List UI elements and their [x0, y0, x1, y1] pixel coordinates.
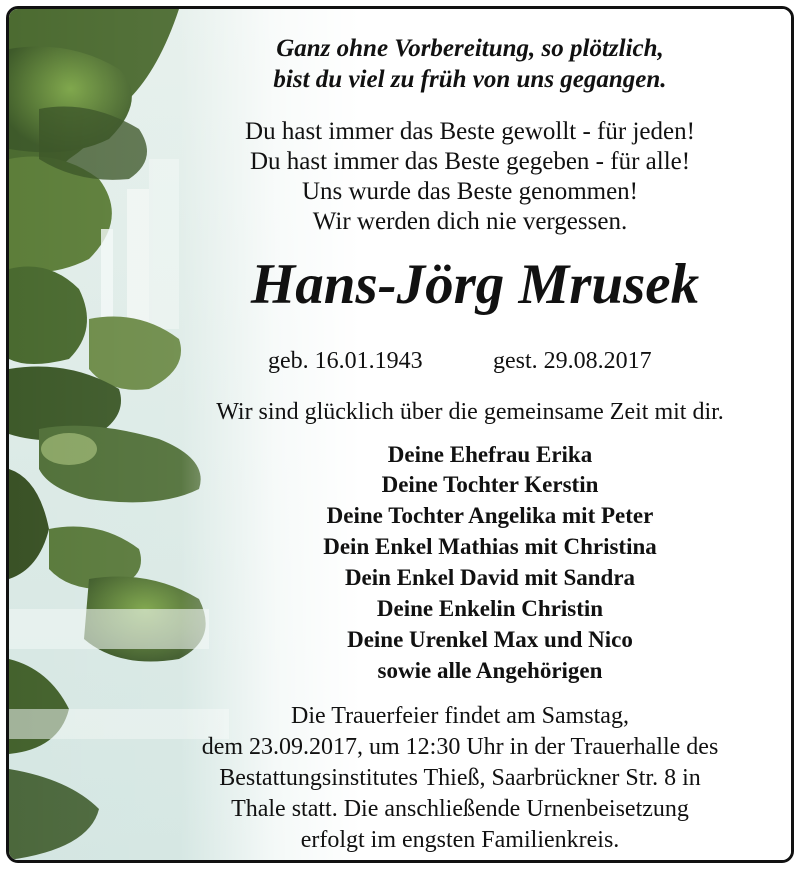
family-member: sowie alle Angehörigen: [377, 658, 603, 683]
family-member: Deine Enkelin Christin: [376, 596, 604, 621]
family-member: Dein Enkel David mit Sandra: [344, 565, 636, 590]
ceremony-line: Die Trauerfeier findet am Samstag,: [291, 703, 629, 729]
family-member: Deine Urenkel Max und Nico: [347, 627, 633, 652]
ceremony-line: erfolgt im engsten Familienkreis.: [300, 827, 620, 853]
death-date: gest. 29.08.2017: [493, 348, 652, 374]
family-member: Deine Tochter Angelika mit Peter: [326, 503, 654, 528]
intro-line: bist du viel zu früh von uns gegangen.: [273, 66, 667, 93]
family-member: Dein Enkel Mathias mit Christina: [323, 534, 657, 559]
family-member: Deine Tochter Kerstin: [381, 472, 599, 497]
verse-line: Uns wurde das Beste genommen!: [301, 178, 639, 205]
ceremony-line: dem 23.09.2017, um 12:30 Uhr in der Trauerhalle des: [201, 734, 719, 760]
verse-line: Du hast immer das Beste gegeben - für alle!: [249, 148, 691, 175]
verse-line: Du hast immer das Beste gewollt - für jeden!: [245, 118, 695, 145]
birth-date: geb. 16.01.1943: [268, 348, 423, 374]
obituary-card: [6, 6, 794, 863]
intro-line: Ganz ohne Vorbereitung, so plötzlich,: [276, 35, 664, 62]
ceremony-line: Bestattungsinstitutes Thieß, Saarbrückner Str. 8 in: [219, 765, 701, 791]
ceremony-line: Thale statt. Die anschließende Urnenbeisetzung: [231, 796, 689, 822]
deceased-name: Hans-Jörg Mrusek: [250, 253, 700, 316]
family-member: Deine Ehefrau Erika: [387, 442, 593, 467]
memorial-sentence: Wir sind glücklich über die gemeinsame Zeit mit dir.: [216, 399, 724, 425]
verse-line: Wir werden dich nie vergessen.: [312, 208, 628, 235]
